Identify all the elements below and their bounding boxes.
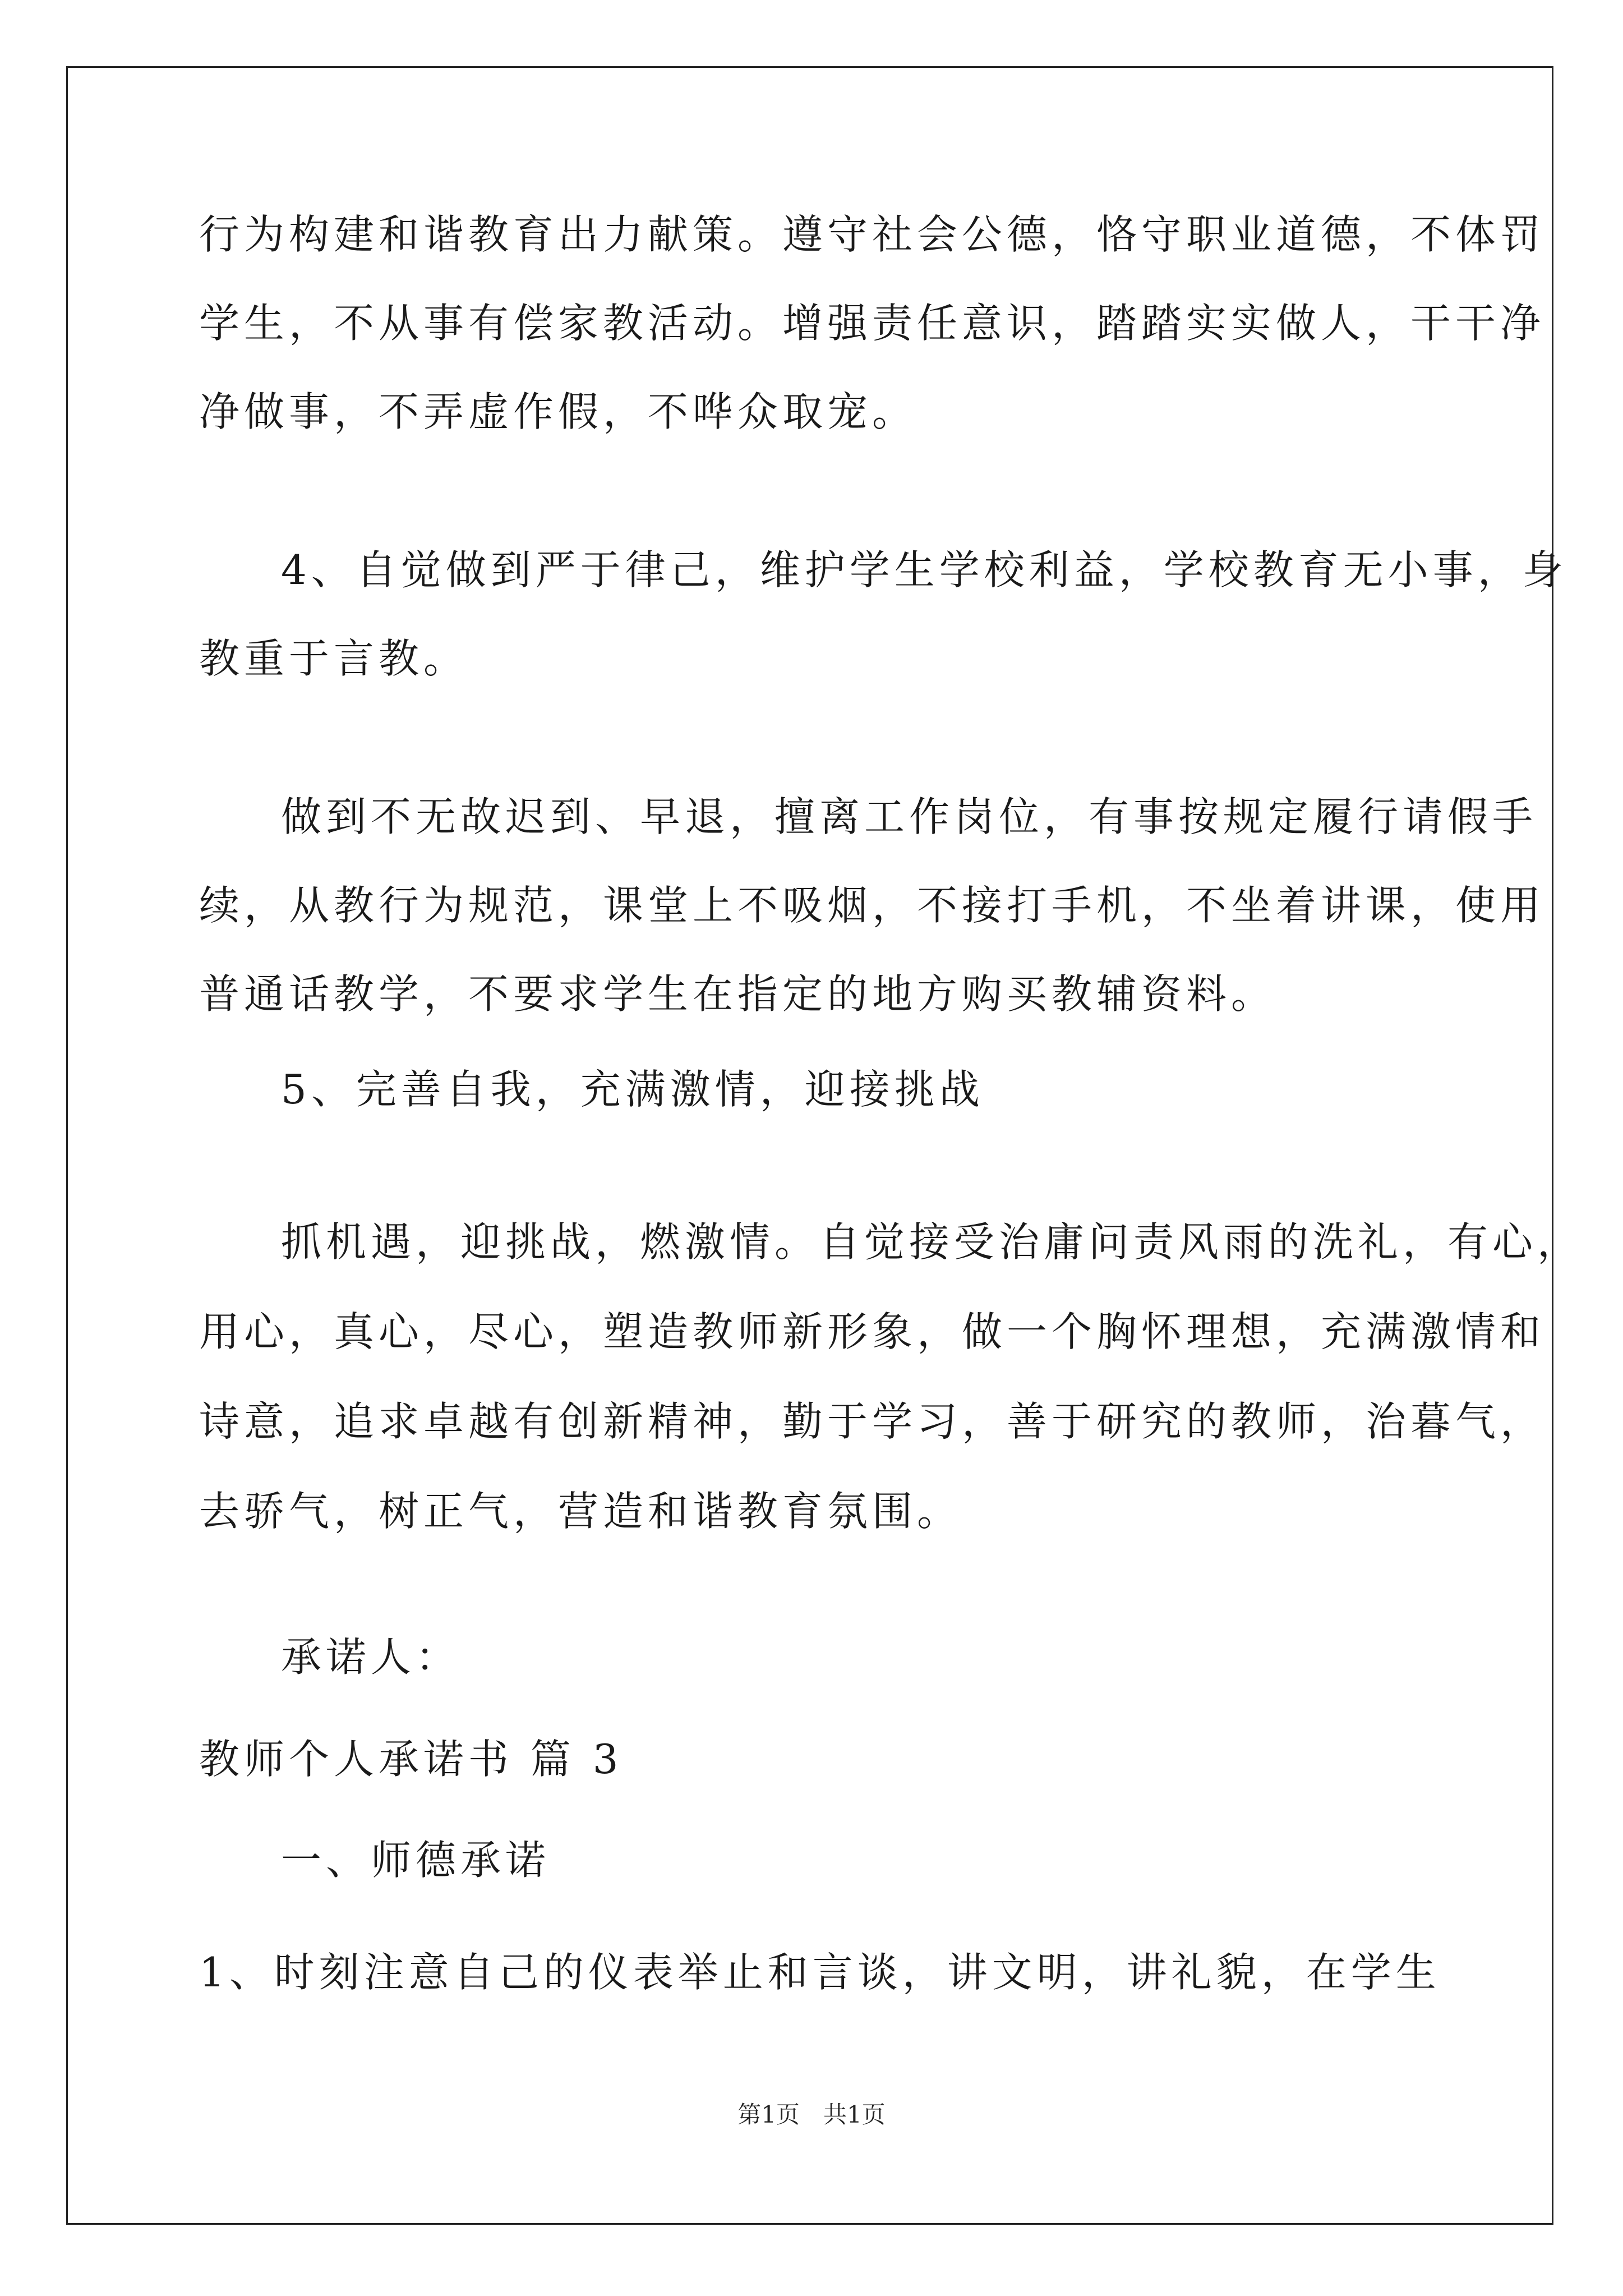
text-line: 学生，不从事有偿家教活动。增强责任意识，踏踏实实做人，干干净 [199,300,1546,347]
paragraph-4-heading: 4、自觉做到严于律己，维护学生学校利益，学校教育无小事，身 [281,546,1567,593]
text-line: 用心，真心，尽心，塑造教师新形象，做一个胸怀理想，充满激情和 [199,1308,1546,1355]
text-line: 1、时刻注意自己的仪表举止和言谈，讲文明，讲礼貌，在学生 [199,1949,1441,1996]
page-number: 第1页 共1页 [737,2101,886,2128]
section-title: 教师个人承诺书 篇 3 [199,1736,623,1783]
text-line: 行为构建和谐教育出力献策。遵守社会公德，恪守职业道德，不体罚 [199,211,1546,258]
text-line: 普通话教学，不要求学生在指定的地方购买教辅资料。 [199,970,1276,1018]
text-line: 做到不无故迟到、早退，擅离工作岗位，有事按规定履行请假手 [281,793,1538,840]
text-line: 诗意，追求卓越有创新精神，勤于学习，善于研究的教师，治暮气， [199,1398,1546,1445]
text-line: 抓机遇，迎挑战，燃激情。自觉接受治庸问责风雨的洗礼，有心， [281,1218,1583,1266]
subsection-heading: 一、师德承诺 [281,1837,551,1884]
signatory-label: 承诺人： [281,1634,461,1681]
text-line: 净做事，不弄虚作假，不哗众取宠。 [199,388,917,435]
text-line: 去骄气，树正气，营造和谐教育氛围。 [199,1488,962,1535]
text-line: 续，从教行为规范，课堂上不吸烟，不接打手机，不坐着讲课，使用 [199,882,1546,929]
paragraph-5-heading: 5、完善自我，充满激情，迎接挑战 [281,1066,984,1113]
text-line: 教重于言教。 [199,635,469,682]
